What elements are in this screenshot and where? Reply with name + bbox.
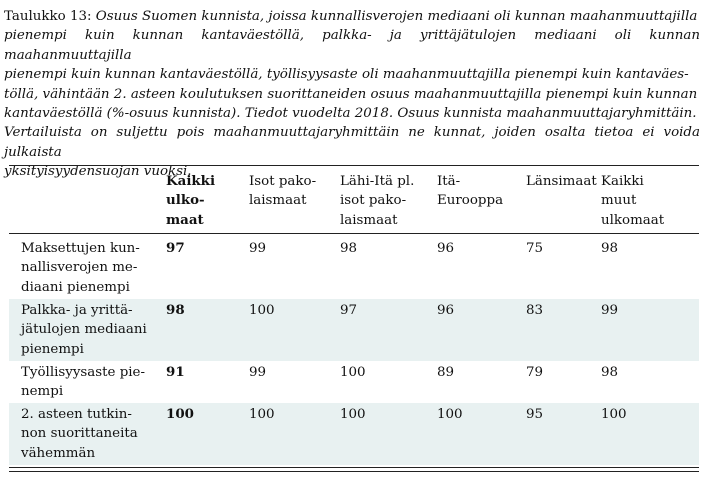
table-cell: 100: [340, 365, 366, 380]
table-cell: 96: [437, 303, 455, 318]
table-cell: 75: [526, 241, 544, 256]
table-cell: 98: [601, 365, 619, 380]
column-header-lansimaat: Länsimaat: [526, 174, 597, 189]
table-top-rule: [9, 165, 699, 166]
table-bottom-rule: [9, 467, 699, 468]
caption-line: pienempi kuin kunnan kantaväestöllä, palkka- ja yrittäjätulojen mediaani oli kunnan maahanmuuttajilla: [4, 28, 700, 63]
caption-line: pienempi kuin kunnan kantaväestöllä, työllisyysaste oli maahanmuuttajilla pienempi kuin kantaväes-: [4, 67, 689, 83]
row-label-kunnallisverot: Maksettujen kun- nallisverojen me- diaani pienempi: [21, 241, 140, 295]
caption-text: [4, 9, 700, 179]
table-cell: 95: [526, 407, 544, 422]
table-cell: 98: [166, 302, 185, 318]
table-cell: 91: [166, 364, 185, 380]
column-header-kaikki-muut-ulkomaat: Kaikki muut ulkomaat: [601, 174, 665, 228]
table-cell: 100: [166, 406, 194, 422]
table-cell: 99: [601, 303, 619, 318]
table-cell: 100: [437, 407, 463, 422]
table-cell: 89: [437, 365, 455, 380]
table-cell: 83: [526, 303, 544, 318]
table-cell: 100: [601, 407, 627, 422]
row-label-tyollisyysaste: Työllisyysaste pie- nempi: [21, 365, 146, 400]
table-cell: 96: [437, 241, 455, 256]
table-cell: 98: [340, 241, 358, 256]
caption-line: kantaväestöllä (%-osuus kunnista). Tiedot vuodelta 2018. Osuus kunnista maahanmuuttajaryhmittäin.: [4, 106, 697, 122]
table-cell: 98: [601, 241, 619, 256]
table-cell: 79: [526, 365, 544, 380]
table-cell: 99: [249, 241, 267, 256]
caption-line: Osuus Suomen kunnista, joissa kunnallisverojen mediaani oli kunnan maahanmuuttajilla: [95, 9, 698, 24]
row-label-palkkatulot: Palkka- ja yrittä- jätulojen mediaani pienempi: [21, 303, 147, 357]
caption-label: Taulukko 13:: [4, 9, 96, 24]
table-header-rule: [9, 233, 699, 234]
caption-line: Vertailuista on suljettu pois maahanmuuttajaryhmittäin ne kunnat, joiden osalta tietoa ei voida julkaista: [4, 125, 700, 160]
column-header-ita-eurooppa: Itä- Eurooppa: [437, 174, 504, 209]
column-header-lahi-ita: Lähi-Itä pl. isot pako- laismaat: [340, 174, 415, 228]
table-cell: 99: [249, 365, 267, 380]
table-cell: 100: [249, 303, 275, 318]
table-cell: 100: [340, 407, 366, 422]
caption-line: yksityisyydensuojan vuoksi.: [4, 164, 192, 180]
table-bottom-rule: [9, 471, 699, 472]
column-header-isot-pakolaismaat: Isot pako- laismaat: [249, 174, 317, 209]
table-caption: [4, 7, 700, 182]
table-cell: 100: [249, 407, 275, 422]
caption-line: töllä, vähintään 2. asteen koulutuksen suorittaneiden osuus maahanmuuttajilla pienempi kuin kunnan: [4, 86, 698, 102]
table-cell: 97: [166, 240, 185, 256]
column-header-kaikki-ulkomaat: Kaikki ulko- maat: [166, 173, 216, 228]
row-label-koulutus: 2. asteen tutkin- non suorittaneita vähemmän: [21, 407, 138, 461]
table-cell: 97: [340, 303, 358, 318]
